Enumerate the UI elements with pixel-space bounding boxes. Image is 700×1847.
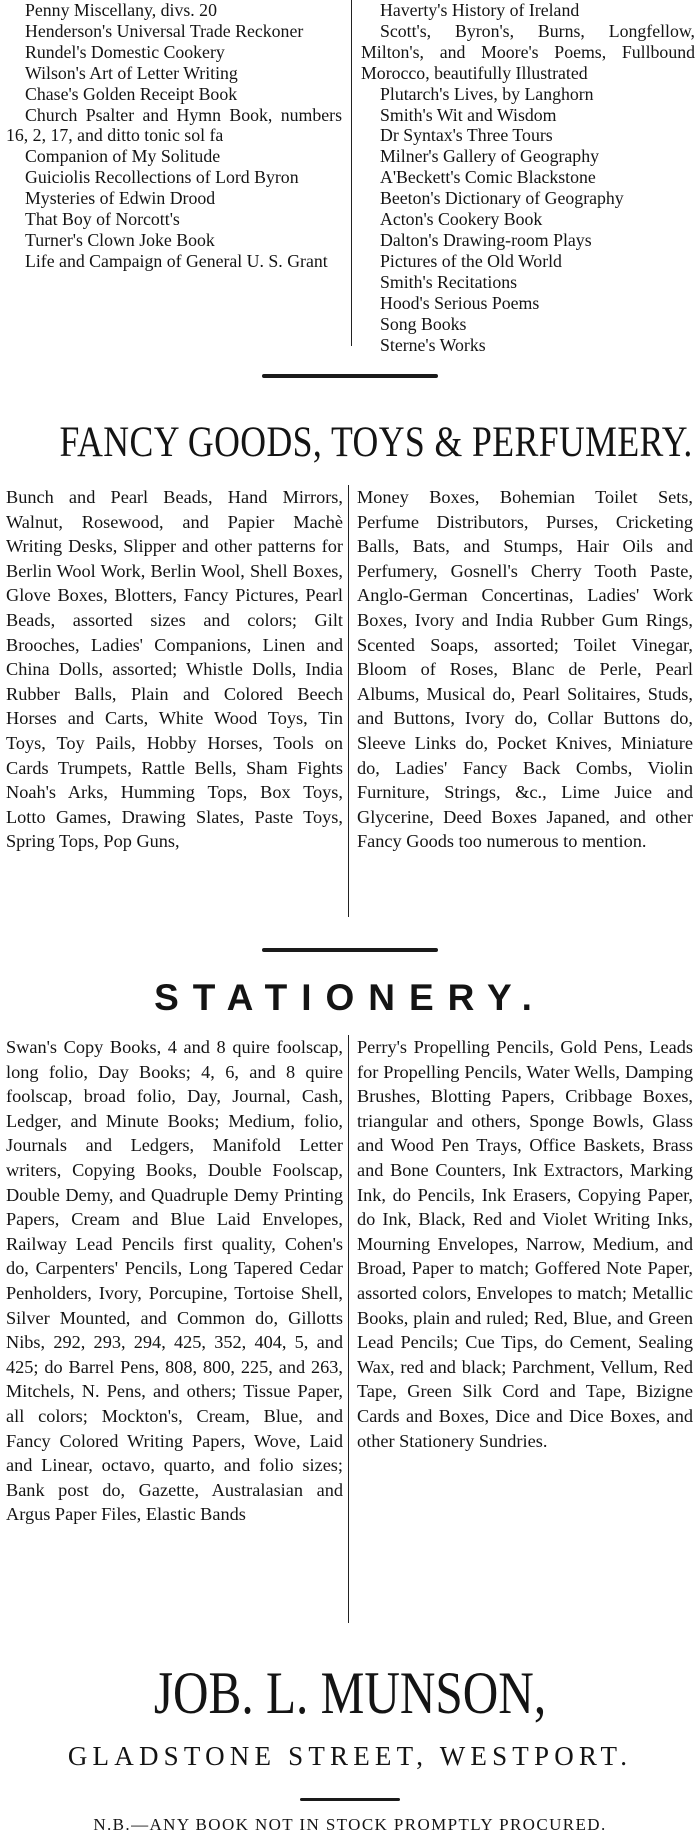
book-list-item: Guiciolis Recollections of Lord Byron <box>25 167 299 188</box>
book-list-item: Turner's Clown Joke Book <box>25 229 215 250</box>
book-list-left-column <box>6 0 342 272</box>
book-list-item: Chase's Golden Receipt Book <box>25 83 238 104</box>
book-list-item: Pictures of the Old World <box>380 250 562 271</box>
footer-note: N.B.—ANY BOOK NOT IN STOCK PROMPTLY PROCURED. <box>93 1815 607 1834</box>
stationery-heading: STATIONERY. <box>154 977 546 1018</box>
book-list-item: Smith's Wit and Wisdom <box>380 104 557 125</box>
book-list-item: Song Books <box>380 313 467 334</box>
book-list-item: Smith's Recitations <box>380 271 518 292</box>
stationery-left-column: Swan's Copy Books, 4 and 8 quire foolscap, long folio, Day Books; 4, 6, and 8 quire foolscap, broad folio, Day, Journal, Cash, Ledger, and Minute Books; Medium, folio, Journals and Ledgers, Manifold Letter writers, Copying Books, Double Foolscap, Double Demy, and Quadruple Demy Printing Papers, Cream and Blue Laid Envelopes, Railway Lead Pencils first quality, Cohen's do, Carpenters' Pencils, Long Tapered Cedar Penholders, Ivory, Porcupine, Tortoise Shell, Silver Mounted, and Common do, Gillotts Nibs, 292, 293, 294, 425, 352, 404, 5, and 425; do Barrel Pens, 808, 800, 225, and 263, Mitchels, N. Pens, and others; Tissue Paper, all colors; Mockton's, Cream, Blue, and Fancy Colored Writing Papers, Wove, Laid and Linear, octavo, quarto, and folio sizes; Bank post do, Gazette, Australasian and Argus Paper Files, Elastic Bands <box>6 1037 343 1525</box>
stationery-right-column: Perry's Propelling Pencils, Gold Pens, Leads for Propelling Pencils, Water Wells, Damping Brushes, Blotting Papers, Cribbage Boxes, triangular and others, Sponge Bowls, Glass and Wood Pen Trays, Office Baskets, Brass and Bone Counters, Ink Extractors, Marking Ink, do Pencils, Ink Erasers, Copying Paper, do Ink, Black, Red and Violet Writing Inks, Mourning Envelopes, Narrow, Medium, and Broad, Paper to match; Goffered Note Paper, assorted colors, Envelopes to match; Metallic Books, plain and ruled; Red, Blue, and Green Lead Pencils; Cue Tips, do Cement, Sealing Wax, red and black; Parchment, Vellum, Red Tape, Green Silk Cord and Tape, Bizigne Cards and Boxes, Dice and Dice Boxes, and other Stationery Sundries. <box>357 1037 693 1451</box>
book-list-item: Church Psalter and Hymn Book, numbers 16, 2, 17, and ditto tonic sol fa <box>6 104 342 146</box>
fancy-goods-heading: FANCY GOODS, TOYS & PERFUMERY. <box>59 419 693 466</box>
footer-rule <box>300 1798 400 1801</box>
book-list-item: Wilson's Art of Letter Writing <box>25 62 238 83</box>
merchant-name: JOB. L. MUNSON, <box>153 1660 547 1726</box>
fancy-goods-section <box>0 485 700 922</box>
column-divider <box>351 0 352 346</box>
book-list-item: Penny Miscellany, divs. 20 <box>25 0 217 20</box>
book-list-item: Acton's Cookery Book <box>380 209 543 230</box>
column-divider <box>348 485 349 917</box>
book-list-item: Beeton's Dictionary of Geography <box>380 188 624 209</box>
book-list-item: Companion of My Solitude <box>25 146 221 167</box>
book-list-item: Life and Campaign of General U. S. Grant <box>25 250 328 271</box>
merchant-address: GLADSTONE STREET, WESTPORT. <box>67 1741 633 1771</box>
book-list-item: That Boy of Norcott's <box>25 209 180 230</box>
book-list-item: Hood's Serious Poems <box>380 292 540 313</box>
book-list-item: Henderson's Universal Trade Reckoner <box>25 20 304 41</box>
fancy-goods-right-column: Money Boxes, Bohemian Toilet Sets, Perfume Distributors, Purses, Cricketing Balls, Bats, and Stumps, Hair Oils and Perfumery, Gosnell's Cherry Tooth Paste, Anglo-German Concertinas, Ladies' Work Boxes, Ivory and India Rubber Gum Rings, Scented Soaps, assorted; Toilet Vinegar, Bloom of Roses, Blanc de Perle, Pearl Albums, Musical do, Pearl Solitaires, Studs, and Buttons, Ivory do, Collar Buttons do, Sleeve Links do, Pocket Knives, Miniature do, Ladies' Fancy Back Combs, Violin Furniture, Strings, &c., Lime Juice and Glycerine, Deed Boxes Japaned, and other Fancy Goods too numerous to mention. <box>357 487 693 852</box>
book-list-item: Sterne's Works <box>380 334 486 355</box>
book-list-item: Dalton's Drawing-room Plays <box>380 229 592 250</box>
fancy-goods-left-column: Bunch and Pearl Beads, Hand Mirrors, Walnut, Rosewood, and Papier Machè Writing Desks, Slipper and other patterns for Berlin Wool Work, Berlin Wool, Shell Boxes, Glove Boxes, Blotters, Fancy Pictures, Pearl Beads, assorted sizes and colors; Gilt Brooches, Ladies' Companions, Linen and China Dolls, assorted; Whistle Dolls, India Rubber Balls, Plain and Colored Beech Horses and Carts, White Wood Toys, Tin Toys, Toy Pails, Hobby Horses, Tools on Cards Trumpets, Rattle Bells, Sham Fights Noah's Arks, Humming Tops, Box Toys, Lotto Games, Drawing Slates, Paste Toys, Spring Tops, Pop Guns, <box>6 487 343 852</box>
book-list <box>0 0 700 356</box>
book-list-item: Dr Syntax's Three Tours <box>380 125 553 146</box>
column-divider <box>348 1035 349 1623</box>
section-rule <box>262 374 438 378</box>
book-list-item: Rundel's Domestic Cookery <box>25 41 225 62</box>
book-list-item: Plutarch's Lives, by Langhorn <box>380 83 594 104</box>
book-list-item: Scott's, Byron's, Burns, Longfellow, Milton's, and Moore's Poems, Fullbound Morocco, beautifully Illustrated <box>361 20 695 83</box>
stationery-section <box>0 1035 700 1625</box>
book-list-item: Milner's Gallery of Geography <box>380 146 599 167</box>
section-rule <box>262 948 438 952</box>
book-list-right-column <box>361 0 695 355</box>
book-list-item: Haverty's History of Ireland <box>380 0 580 20</box>
book-list-item: A'Beckett's Comic Blackstone <box>380 167 596 188</box>
book-list-item: Mysteries of Edwin Drood <box>25 188 216 209</box>
